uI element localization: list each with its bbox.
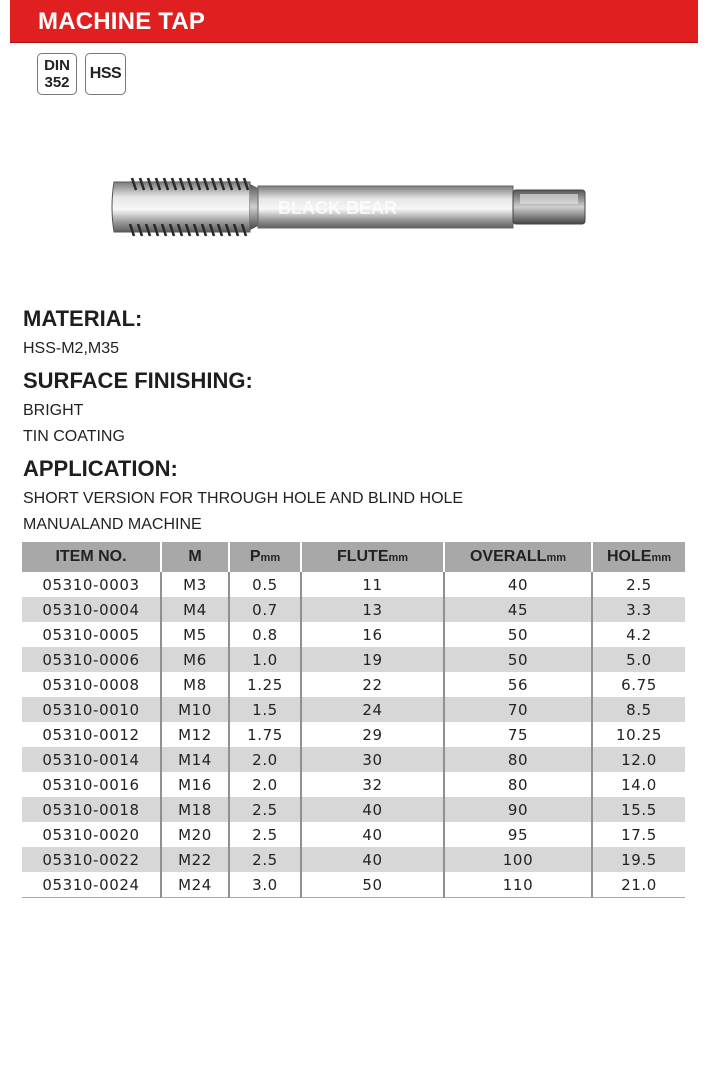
brand-engraving: BLACK BEAR — [278, 198, 397, 218]
cell-overall: 75 — [444, 722, 592, 747]
table-row — [22, 647, 685, 672]
cell-p: 1.0 — [229, 647, 301, 672]
cell-hole: 15.5 — [592, 797, 685, 822]
cell-flute: 30 — [301, 747, 444, 772]
cell-m: M10 — [161, 697, 229, 722]
hss-badge: HSS — [85, 53, 126, 95]
cell-hole: 21.0 — [592, 872, 685, 898]
cell-m: M6 — [161, 647, 229, 672]
table-row — [22, 747, 685, 772]
page-title: MACHINE TAP — [38, 8, 206, 35]
standard-badges — [37, 53, 126, 95]
cell-p: 2.0 — [229, 772, 301, 797]
col-header-hole: HOLEmm — [592, 542, 685, 572]
cell-item-no: 05310-0003 — [22, 572, 161, 597]
cell-hole: 3.3 — [592, 597, 685, 622]
spec-table — [22, 542, 685, 898]
cell-p: 0.8 — [229, 622, 301, 647]
cell-m: M18 — [161, 797, 229, 822]
application-line-2: MANUALAND MACHINE — [23, 516, 202, 533]
cell-overall: 110 — [444, 872, 592, 898]
cell-m: M8 — [161, 672, 229, 697]
col-header-p: Pmm — [229, 542, 301, 572]
application-heading: APPLICATION: — [23, 456, 178, 481]
cell-flute: 11 — [301, 572, 444, 597]
cell-item-no: 05310-0004 — [22, 597, 161, 622]
cell-hole: 10.25 — [616, 725, 662, 744]
cell-flute: 22 — [301, 672, 444, 697]
cell-m: M14 — [161, 747, 229, 772]
table-row — [22, 847, 685, 872]
cell-hole: 6.75 — [621, 675, 657, 694]
machine-tap-image — [108, 160, 593, 255]
cell-overall: 80 — [444, 772, 592, 797]
cell-overall: 70 — [444, 697, 592, 722]
cell-flute: 24 — [301, 697, 444, 722]
cell-p: 2.0 — [229, 747, 301, 772]
cell-flute: 19 — [301, 647, 444, 672]
cell-item-no: 05310-0022 — [22, 847, 161, 872]
table-row — [22, 672, 685, 697]
cell-hole: 14.0 — [621, 775, 657, 794]
cell-flute: 40 — [301, 847, 444, 872]
cell-item-no: 05310-0020 — [22, 822, 161, 847]
cell-hole: 2.5 — [626, 575, 652, 594]
cell-item-no: 05310-0024 — [22, 872, 161, 898]
cell-overall: 45 — [444, 597, 592, 622]
table-header-row — [22, 542, 685, 572]
table-row — [22, 597, 685, 622]
cell-item-no: 05310-0016 — [22, 772, 161, 797]
cell-p: 2.5 — [229, 822, 301, 847]
cell-hole: 17.5 — [621, 825, 657, 844]
table-row — [22, 722, 685, 747]
cell-item-no: 05310-0014 — [22, 747, 161, 772]
material-line-1: HSS-M2,M35 — [23, 340, 120, 357]
cell-overall: 80 — [444, 747, 592, 772]
cell-flute: 50 — [301, 872, 444, 898]
cell-overall: 40 — [444, 572, 592, 597]
cell-hole: 8.5 — [592, 697, 685, 722]
cell-m: M24 — [161, 872, 229, 898]
cell-hole: 4.2 — [626, 625, 652, 644]
cell-item-no: 05310-0006 — [22, 647, 161, 672]
cell-overall: 50 — [444, 647, 592, 672]
table-row — [22, 822, 685, 847]
col-header-overall: OVERALLmm — [444, 542, 592, 572]
cell-m: M20 — [161, 822, 229, 847]
col-header-item-no: ITEM NO. — [22, 542, 161, 572]
col-header-flute: FLUTEmm — [301, 542, 444, 572]
cell-overall: 95 — [444, 822, 592, 847]
surface-line-2: TIN COATING — [23, 428, 125, 445]
cell-p: 3.0 — [229, 872, 301, 898]
table-row — [22, 797, 685, 822]
cell-p: 1.5 — [229, 697, 301, 722]
cell-item-no: 05310-0005 — [22, 622, 161, 647]
din-352-badge — [37, 53, 77, 95]
table-row — [22, 872, 685, 898]
cell-item-no: 05310-0012 — [22, 722, 161, 747]
cell-item-no: 05310-0018 — [22, 797, 161, 822]
cell-flute: 29 — [301, 722, 444, 747]
cell-overall: 90 — [444, 797, 592, 822]
table-row — [22, 772, 685, 797]
cell-p: 1.75 — [229, 722, 301, 747]
cell-item-no: 05310-0010 — [22, 697, 161, 722]
cell-flute: 32 — [301, 772, 444, 797]
table-row — [22, 572, 685, 597]
cell-p: 2.5 — [229, 797, 301, 822]
surface-line-1: BRIGHT — [23, 402, 84, 419]
cell-flute: 40 — [301, 822, 444, 847]
cell-m: M16 — [161, 772, 229, 797]
material-heading: MATERIAL: — [23, 306, 143, 331]
cell-p: 0.5 — [229, 572, 301, 597]
cell-m: M3 — [161, 572, 229, 597]
col-header-m: M — [161, 542, 229, 572]
surface-finishing-heading: SURFACE FINISHING: — [23, 368, 253, 393]
cell-flute: 13 — [301, 597, 444, 622]
cell-hole: 19.5 — [592, 847, 685, 872]
cell-m: M5 — [161, 622, 229, 647]
cell-m: M12 — [161, 722, 229, 747]
cell-hole: 12.0 — [592, 747, 685, 772]
cell-p: 1.25 — [229, 672, 301, 697]
table-row — [22, 622, 685, 647]
din-badge-line2: 352 — [44, 74, 70, 91]
cell-item-no: 05310-0008 — [22, 672, 161, 697]
cell-hole: 5.0 — [592, 647, 685, 672]
cell-overall: 56 — [444, 672, 592, 697]
table-row — [22, 697, 685, 722]
cell-flute: 40 — [301, 797, 444, 822]
header-bar — [10, 0, 698, 43]
cell-p: 0.7 — [229, 597, 301, 622]
cell-p: 2.5 — [229, 847, 301, 872]
cell-overall: 50 — [444, 622, 592, 647]
din-badge-line1: DIN — [44, 57, 70, 74]
cell-m: M4 — [161, 597, 229, 622]
cell-flute: 16 — [301, 622, 444, 647]
cell-m: M22 — [161, 847, 229, 872]
cell-overall: 100 — [444, 847, 592, 872]
application-line-1: SHORT VERSION FOR THROUGH HOLE AND BLIND HOLE — [23, 490, 464, 507]
